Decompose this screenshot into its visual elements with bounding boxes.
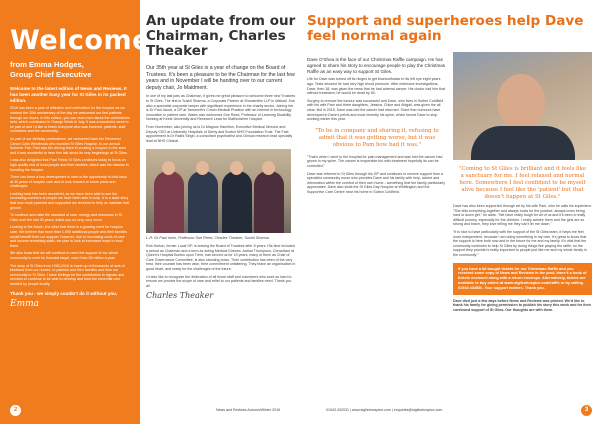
photo-person: [188, 171, 218, 233]
byline-line-2: Group Chief Executive: [10, 70, 92, 79]
emma-signature: Emma: [10, 298, 40, 309]
dave-title: Support and superheroes help Dave feel normal again: [307, 13, 584, 44]
welcome-paragraph: Looking to the future, it is clear that there is a growing need for hospice care. We believe that more than 1,000 additional people and their families would benefit from our support, however, due to increasing costs of care and income remaining static, we plan to look at increased ways to fund them.: [10, 225, 128, 248]
page-number-right: 3: [581, 405, 592, 416]
dave-article: [307, 14, 592, 414]
footer-contact: 01543 432031 | www.stgileshospice.com | enquiries@stgileshospice.com: [326, 408, 443, 412]
dave-paragraph: "It is nice to have particularly with the support of the St Giles team, it helps me feel more independent, because I am doing something in my own. It's great to know that the support is here both now and in the future for me and my family. It's vital that the community continues to help St Giles by doing things like playing the raffle, so the support they provide is really important to people just like me and my whole family in the community.": [453, 229, 587, 257]
dave-lead: Dave O'Shea is the face of our Christmas Raffle campaign. He has agreed to share his story to encourage people to play the Christmas Raffle as an easy way to support St Giles.: [307, 57, 446, 74]
welcome-paragraph: Looking back has been wonderful, as we have been able to see the increasing numbers of people we have been able to help. It is a stark story that how much planned and supported we received in help us maintain that growth.: [10, 191, 130, 210]
welcome-lead: Welcome to the latest edition of News and Reviews. It has been another busy year for St Giles in its packed edition.: [10, 86, 127, 103]
chairman-signature: Charles Theaker: [146, 291, 214, 301]
welcome-paragraph: As part of our birthday celebrations, we welcomed back the Reverend Canon Colin Westbrook who founded St Giles Hospice, to our annual Summer Fair. Paul was the driving force in creating a hospice in the area and it was wonderful to hear him talk about its very beginnings at St Giles.: [10, 136, 128, 155]
welcome-paragraph: There has been a key development in care in the opportunity to look back at 30 years of hospice care and to look forward to future plans and challenges.: [10, 175, 127, 189]
photo-face: [497, 74, 545, 130]
chairman-paragraph: Rob Horton, former Local GP, is leaving the Board of Trustees after 8 years. His time included a period as Chairman and a term as acting Medical Director. Adrian Thompson, Consultant at Queen's Hospital Burton upon Trent, has served us for 10 years, many of them as Chair of Care Governance Committee, is also standing down. Their contribution has been of the very best, their counsel has been wise, their commitment unfaltering. They leave an organisation in good heart, and ready for the challenges of the future.: [146, 244, 296, 272]
welcome-column: [0, 0, 151, 424]
pull-quote-1: "To be in company and sharing it, refusing to admit that it was getting worse, but it was obvious to Pam how bad it was.": [315, 127, 439, 148]
dave-paragraph: "That's when I went to the hospital for pain management and was told the cancer had grown in my spine. The cancer is inoperable but with treatment hopefully its can be controlled.": [307, 154, 443, 168]
pull-quote-2: "Coming to St Giles is brilliant and it feels like a sanctuary for me. I feel relaxed and normal here. Somewhere I feel confident to be myself alive because I feel like the 'patient' but that doesn't happen at St Giles.": [458, 166, 587, 200]
chairman-paragraph: I'd also like to recognise the dedication of all those staff and volunteers who work so hard to ensure we provide the scope of care and relief to our patients and families need. Thank you all.: [146, 274, 292, 288]
welcome-thanks: Thank you - we simply couldn't do it without you.: [10, 290, 118, 296]
footer-publication: News and Reviews Autumn/Winter 2016: [216, 408, 281, 412]
page-number-left: 2: [10, 405, 21, 416]
page-footer: [146, 405, 592, 416]
welcome-paragraph: To continue and raise the standard of care, energy and resources in St Giles over the last 30 years, thank you so very, very much.: [10, 213, 123, 222]
chairman-article: [146, 14, 296, 414]
photo-shirt: [471, 126, 575, 160]
chairman-paragraph: From November, also joining us is Dr Magnus Hamilton, Executive Medical Director and Deputy CEO at University Hospitals of Derby and Burton NHS Foundation Trust. The Fast appointment is Dr Rakhi Singh, a consultant psychiatrist and Clinical research lead specialty lead at NHS Clinical.: [146, 124, 293, 143]
dave-article-right: [453, 52, 592, 312]
welcome-paragraph: 2016 has been a year of reflection and celebration for the hospice as we marked the 30th anniversary of the day we welcomed our first patients through our doors. In this edition, you can read more about the celebrations held, which culminated in Orange Week in July. It was a wonderful week to be part of and I'd like to thank everyone who was involved, patients, staff, volunteers and the community.: [10, 106, 130, 134]
byline-line-1: from Emma Hodges,: [10, 60, 84, 69]
dave-photo: [453, 52, 592, 160]
dave-paragraph: Life for Dave was turned off its hinges to get bluetoothdata in his left eye eight years ago. Tests showed he had very high blood pressure. After extensive investigations, Dave, then 38, was given the news that he had adrenal cancer. His doctor told him that without treatment, he would be dead by 50.: [307, 77, 446, 96]
dave-paragraph: Dave has also been supported through art by his wife Pam, who he calls his superhero. "She tells everything together and always looks for the positive, always loves being hard to down get," he adds. "We have really tough for all of us and it's been a really difficult journey, especially for the children. I really admire them and the girls are so strong and brave, they love telling me they can't let me down.": [453, 204, 592, 227]
photo-person: [222, 171, 252, 233]
dave-closing: Dave died just a few days before News and Reviews was printed. We'd like to thank his family for giving permission to publish his story this week and for their continued support of St Giles. Our thoughts are with them.: [453, 298, 591, 312]
welcome-title: Welcome: [10, 25, 151, 56]
photo-person: [154, 171, 184, 233]
raffle-info-box: If you have a kit bought tickets for our Christmas Raffle and you received some copy of News and Reviews in the post, there's a book of tickets enclosed along with a return envelope. Alternatively, tickets are available to buy online at www.stgileshospice.com/raffle or by calling 01543 434536. Your support matters. Thank you.: [453, 263, 592, 295]
dave-paragraph: Surgery to remove the tumour was successful and Dave, who lives in Sutton Coldfield with his wife Pam and three daughters, Jessica, Chloe and Abigail, was given the all clear. But in 2015, Dave was told the cancer had returned. Since then tumours have developed in Dave's pelvis and most recently his spine, which forced Dave to stop working earlier this year.: [307, 98, 444, 122]
welcome-paragraph: I was also delighted that Paul Fields St Giles continues today to focus on high quality end of local people and their families, which was his mission in founding the hospice.: [10, 158, 129, 172]
trustees-photo: [146, 149, 291, 233]
welcome-byline: [10, 60, 130, 80]
chairman-title: An update from our Chairman, Charles Theaker: [146, 13, 296, 59]
photo-person: [254, 171, 284, 233]
welcome-paragraph: We also know that we will continue to need the support of our whole community to meet its financial target, more than £8 million a year.: [10, 251, 119, 261]
photo-caption: L-R: Dr Paul Irwin, Professor Sue Reed, Charles Theaker, Sushil Sharma: [146, 236, 270, 241]
dave-paragraph: Dave was referred to St Giles through his GP and continues to receive support from a specialist community nurse who provides Dave and his family with help, advice and information within the comfort of their own home - something that the family particularly appreciates. Dave also visits the St Giles Day Hospice at Whittington and the Supportive Care Centre near his home in Sutton Coldfield.: [307, 171, 446, 194]
chairman-paragraph: In one of my last jobs as Chairman, it gives me great pleasure to welcome three new Trustees to St Giles. The first is Sushil Sharma, a Corporate Partner at Shoosmiths LLP in Walsall. Sue also a specialist corporate lawyer with significant experience in the charity sector. Joining her is Dr Paul Jacob, a GP at Tamworth's Crown Medical Practice with an interest in technology innovation in patient care. Wales also welcomes Sue Reed, Professor of Learning Disability Nursing at Keele University and Research Lead for Staffordshire Hospice.: [146, 94, 296, 122]
chairman-lead: Our 35th year at St Giles is a year of change on the Board of Trustees. It's been a pleasure to be the Chairman for the last few years and in November I will be handing over to our current deputy chair, Jo Maidment.: [146, 65, 295, 91]
dave-article-left: [307, 52, 447, 194]
welcome-paragraph: The story of St Giles from 1983-2016 is made up of thousands of acts of kindness from our nurses, to patients and their families and from our community to St Giles. I have feelings for the contribution to signals and services to continue to be able to develop and fund the essential care needed by people locally.: [10, 263, 125, 286]
